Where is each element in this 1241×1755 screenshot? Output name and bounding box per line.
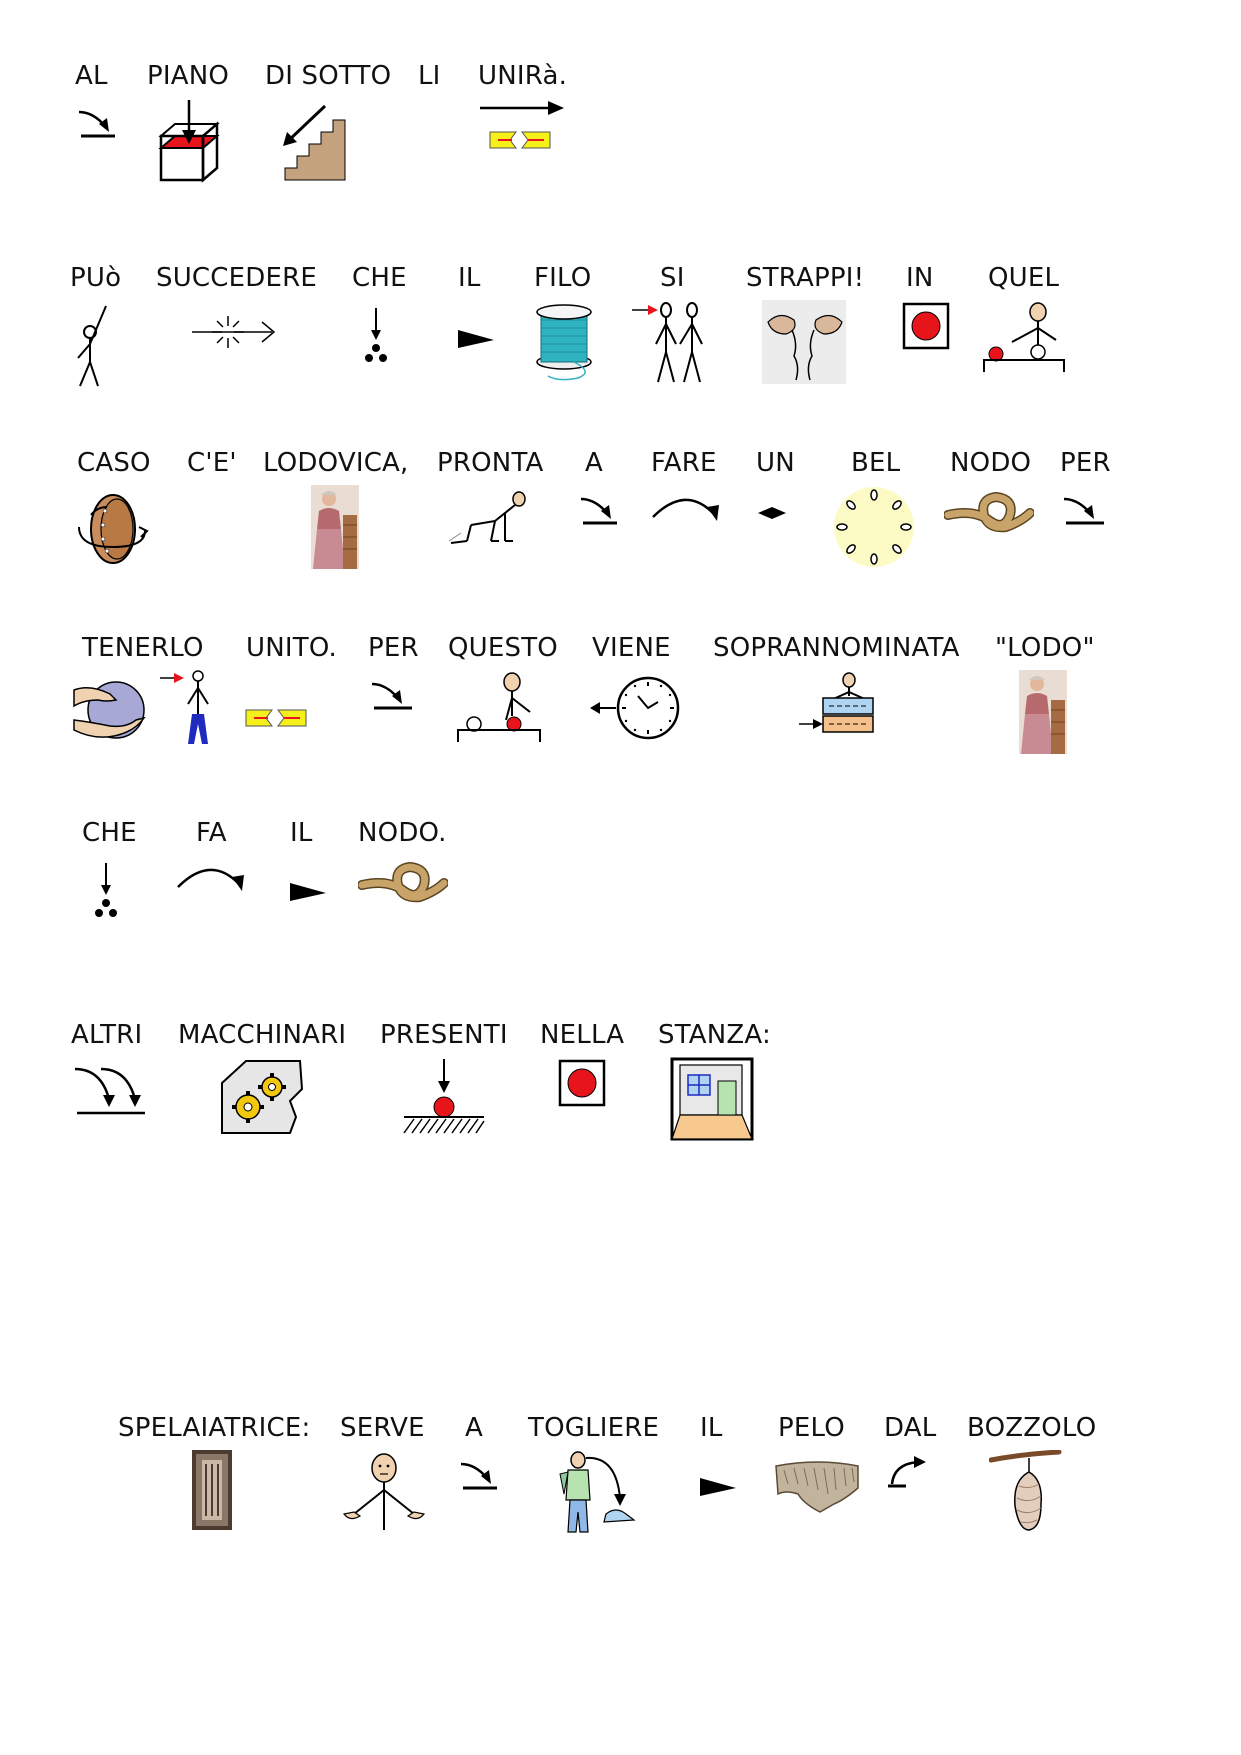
word-label: NELLA [540, 1020, 625, 1050]
this-icon [456, 670, 556, 762]
nickname-icon [797, 670, 897, 762]
word-label: PELO [778, 1413, 845, 1443]
word-label: CASO [77, 448, 151, 478]
word-label: FA [196, 818, 227, 848]
tear-icon [762, 300, 862, 392]
word-label: SPELAIATRICE: [118, 1413, 311, 1443]
cocoon-icon [989, 1450, 1089, 1542]
symbol-row-7 [0, 1410, 1241, 1550]
word-label: MACCHINARI [178, 1020, 347, 1050]
symbol-row-4 [0, 630, 1241, 770]
hold-icon [70, 670, 170, 762]
serve-icon [340, 1450, 440, 1542]
word-label: IL [458, 263, 481, 293]
that-person-icon [982, 300, 1082, 392]
symbol-row-3 [0, 445, 1241, 585]
in-icon [556, 1057, 656, 1149]
each-other-icon [630, 300, 730, 392]
word-label: TENERLO [82, 633, 204, 663]
symbol-row-5 [0, 815, 1241, 955]
word-label: LODOVICA, [263, 448, 409, 478]
for-icon [368, 670, 468, 762]
word-label: CHE [82, 818, 137, 848]
do-icon [651, 485, 751, 577]
happen-icon [188, 300, 288, 392]
word-label: CHE [352, 263, 407, 293]
word-label: BEL [851, 448, 901, 478]
word-label: UNITO. [246, 633, 337, 663]
word-label: PRESENTI [380, 1020, 508, 1050]
spelaiatrice-photo [192, 1450, 292, 1542]
machinery-icon [220, 1057, 320, 1149]
word-label: C'E' [187, 448, 237, 478]
word-label: PIANO [147, 61, 230, 91]
word-label: AL [75, 61, 108, 91]
word-label: IN [906, 263, 934, 293]
floor-below-icon [147, 98, 247, 190]
thread-spool-icon [534, 300, 634, 392]
ready-icon [447, 485, 547, 577]
join-icon [478, 98, 578, 190]
word-label: SERVE [340, 1413, 425, 1443]
word-label: NODO. [358, 818, 447, 848]
word-label: LI [418, 61, 441, 91]
remove-icon [550, 1450, 650, 1542]
word-label: FILO [534, 263, 592, 293]
word-label: BOZZOLO [967, 1413, 1097, 1443]
that-icon [82, 855, 182, 947]
word-label: ALTRI [71, 1020, 143, 1050]
lodovica-photo [1019, 670, 1119, 762]
room-icon [670, 1057, 770, 1149]
for-icon [1060, 485, 1160, 577]
united-icon [158, 670, 258, 762]
word-label: DI SOTTO [265, 61, 392, 91]
word-label: IL [290, 818, 313, 848]
word-label: QUEL [988, 263, 1060, 293]
time-back-icon [588, 670, 688, 762]
word-label: DAL [884, 1413, 937, 1443]
fur-icon [774, 1450, 874, 1542]
word-label: QUESTO [448, 633, 558, 663]
symbol-row-1 [0, 58, 1241, 198]
knot-icon [358, 855, 458, 947]
word-label: PER [1060, 448, 1111, 478]
to-icon [457, 1450, 557, 1542]
stairs-down-icon [265, 98, 365, 190]
word-label: SOPRANNOMINATA [713, 633, 960, 663]
word-label: TOGLIERE [528, 1413, 660, 1443]
word-label: UN [756, 448, 795, 478]
word-label: IL [700, 1413, 723, 1443]
case-icon [77, 485, 177, 577]
word-label: STRAPPI! [746, 263, 865, 293]
lodovica-photo [311, 485, 411, 577]
word-label: A [585, 448, 603, 478]
can-icon [70, 300, 170, 392]
beautiful-icon [829, 485, 929, 577]
symbol-row-2 [0, 260, 1241, 400]
word-label: NODO [950, 448, 1032, 478]
word-label: STANZA: [658, 1020, 771, 1050]
word-label: A [465, 1413, 483, 1443]
others-icon [71, 1057, 171, 1149]
word-label: "LODO" [995, 633, 1095, 663]
word-label: VIENE [592, 633, 671, 663]
symbol-row-6 [0, 1017, 1241, 1157]
word-label: PER [368, 633, 419, 663]
knot-icon [944, 485, 1044, 577]
do-icon [176, 855, 276, 947]
word-label: UNIRà. [478, 61, 568, 91]
word-label: SI [660, 263, 685, 293]
from-icon [884, 1450, 984, 1542]
present-icon [400, 1057, 500, 1149]
that-icon [352, 300, 452, 392]
word-label: SUCCEDERE [156, 263, 318, 293]
word-label: PUò [70, 263, 122, 293]
word-label: PRONTA [437, 448, 544, 478]
word-label: FARE [651, 448, 717, 478]
